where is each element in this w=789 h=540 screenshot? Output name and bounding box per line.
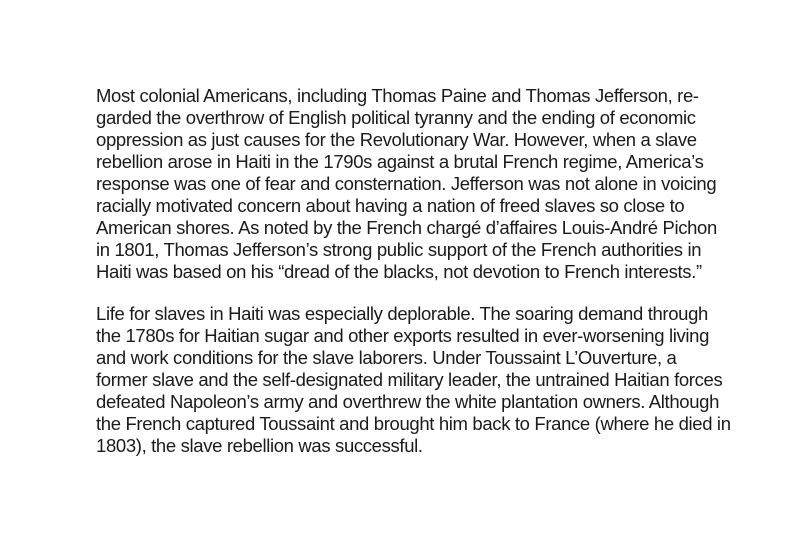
- text-line: response was one of fear and consternation. Jefferson was not alone in voicing: [96, 173, 717, 194]
- text-line: rebellion arose in Haiti in the 1790s against a brutal French regime, America’s: [96, 151, 704, 172]
- text-line: Most colonial Americans, including Thomas Paine and Thomas Jefferson, re-: [96, 85, 699, 106]
- text-line: defeated Napoleon’s army and overthrew the white plantation owners. Although: [96, 391, 720, 412]
- article-text: [96, 85, 736, 477]
- text-line: American shores. As noted by the French chargé d’affaires Louis-André Pichon: [96, 217, 717, 238]
- text-line: Life for slaves in Haiti was especially deplorable. The soaring demand through: [96, 303, 708, 324]
- text-line: Haiti was based on his “dread of the blacks, not devotion to French interests.”: [96, 261, 702, 282]
- text-line: in 1801, Thomas Jefferson’s strong public support of the French authorities in: [96, 239, 702, 260]
- text-line: and work conditions for the slave laborers. Under Toussaint L’Ouverture, a: [96, 347, 677, 368]
- text-line: garded the overthrow of English political tyranny and the ending of economic: [96, 107, 696, 128]
- text-line: former slave and the self-designated military leader, the untrained Haitian forces: [96, 369, 723, 390]
- text-line: oppression as just causes for the Revolutionary War. However, when a slave: [96, 129, 697, 150]
- paragraph-1: [96, 85, 736, 283]
- text-line: the French captured Toussaint and brought him back to France (where he died in: [96, 413, 731, 434]
- text-line: 1803), the slave rebellion was successful.: [96, 435, 423, 456]
- text-line: racially motivated concern about having a nation of freed slaves so close to: [96, 195, 685, 216]
- text-line: the 1780s for Haitian sugar and other exports resulted in ever-worsening living: [96, 325, 710, 346]
- paragraph-2: [96, 303, 736, 457]
